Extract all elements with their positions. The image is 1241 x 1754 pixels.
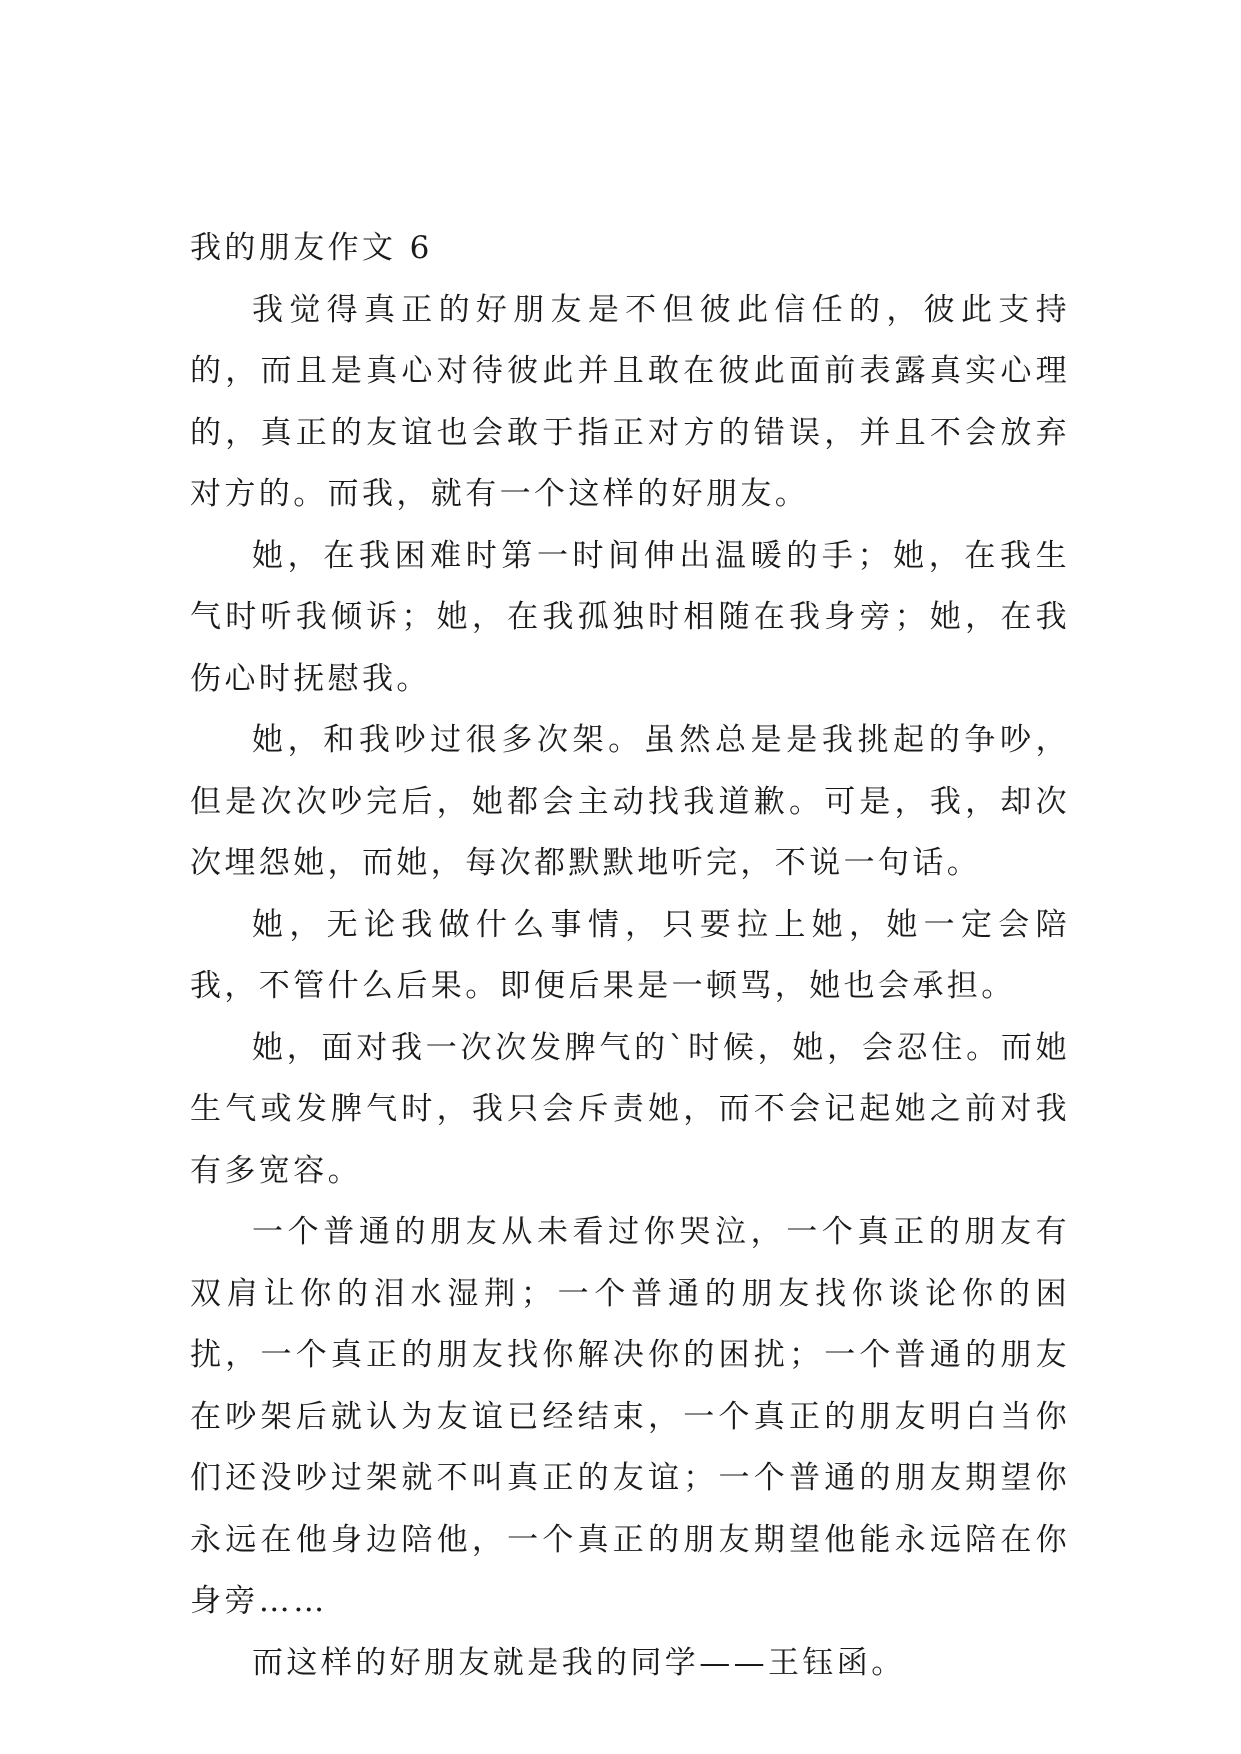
paragraph-4: 她，无论我做什么事情，只要拉上她，她一定会陪我，不管什么后果。即便后果是一顿骂，她也会承担。: [190, 906, 1070, 1004]
paragraph-2: 她，在我困难时第一时间伸出温暖的手；她，在我生气时听我倾诉；她，在我孤独时相随在我身旁；她，在我伤心时抚慰我。: [190, 537, 1070, 697]
paragraph-7: 而这样的好朋友就是我的同学——王钰函。: [252, 1644, 906, 1681]
paragraph-1: 我觉得真正的好朋友是不但彼此信任的，彼此支持的，而且是真心对待彼此并且敢在彼此面前表露真实心理的，真正的友谊也会敢于指正对方的错误，并且不会放弃对方的。而我，就有一个这样的好朋友。: [190, 291, 1070, 512]
paragraph-6: 一个普通的朋友从未看过你哭泣，一个真正的朋友有双肩让你的泪水湿荆；一个普通的朋友找你谈论你的困扰，一个真正的朋友找你解决你的困扰；一个普通的朋友在吵架后就认为友谊已经结束，一个真正的朋友明白当你们还没吵过架就不叫真正的友谊；一个普通的朋友期望你永远在他身边陪他，一个真正的朋友期望他能永远陪在你身旁……: [190, 1214, 1070, 1619]
essay-title: 我的朋友作文 6: [190, 230, 433, 266]
paragraph-3: 她，和我吵过很多次架。虽然总是是我挑起的争吵，但是次次吵完后，她都会主动找我道歉。可是，我，却次次埋怨她，而她，每次都默默地听完，不说一句话。: [190, 722, 1070, 881]
essay-body: [190, 218, 1070, 1694]
paragraph-5: 她，面对我一次次发脾气的`时候，她，会忍住。而她生气或发脾气时，我只会斥责她，而不会记起她之前对我有多宽容。: [190, 1029, 1070, 1189]
